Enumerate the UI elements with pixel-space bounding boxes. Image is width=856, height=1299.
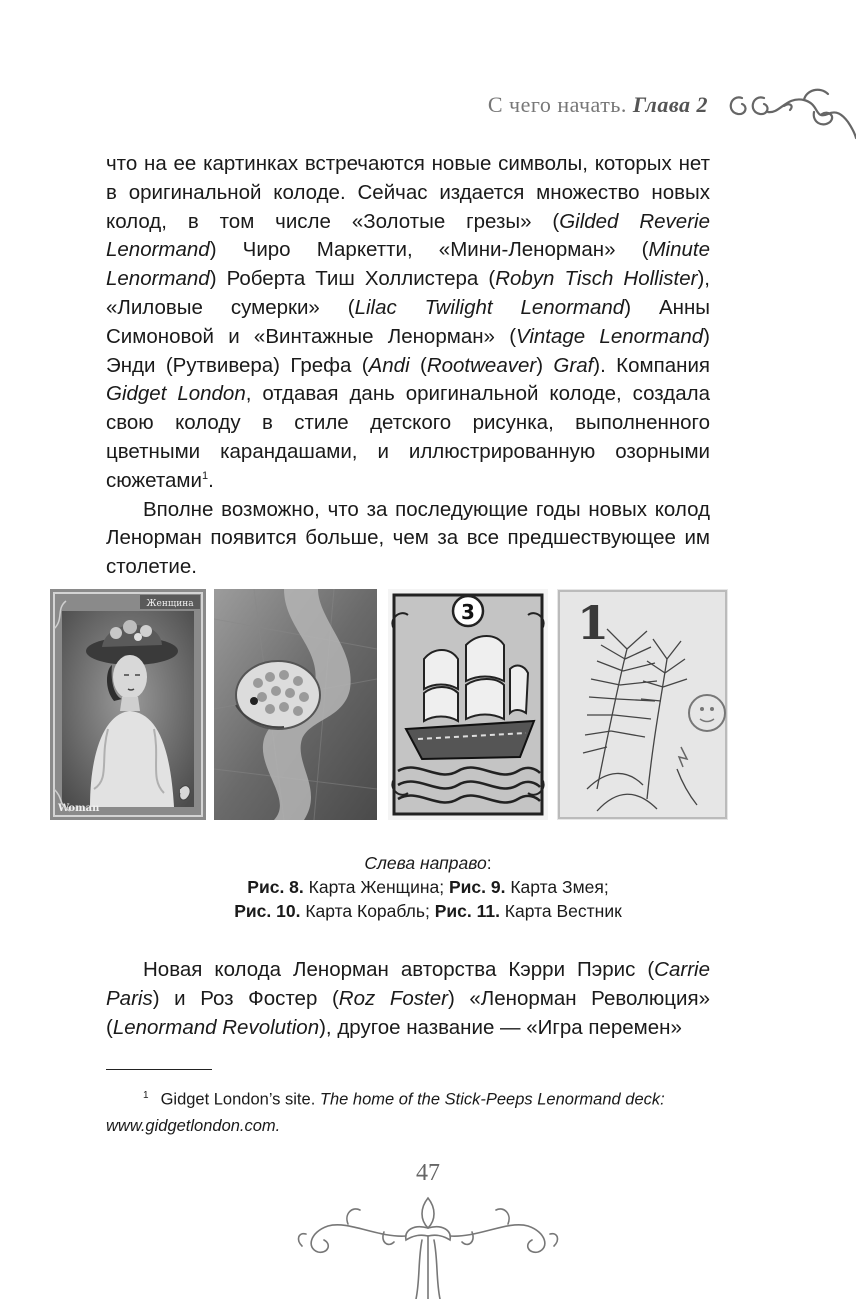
caption-fig8-ref: Рис. 8. [247,877,304,897]
body-text-bottom [106,956,710,1042]
card-woman-title: Женщина [146,599,194,609]
footnote [106,1083,710,1139]
running-header [488,92,708,118]
caption-fig9-ref: Рис. 9. [448,877,506,897]
paragraph-3-run: ), другое название — «Игра перемен» [319,1015,682,1039]
paragraph-1-run: Andi [368,353,410,377]
paragraph-1-run: ), «Лиловые сумерки» ( [106,267,710,319]
card-woman-label: Woman [58,803,100,814]
figure-caption [0,851,856,923]
caption-fig11-text: Карта Вестник [499,901,622,921]
paragraph-3-run: ) «Ленорман Революция» ( [106,986,710,1039]
footnote-number: 1 [143,1090,149,1101]
footnote-rule [106,1069,212,1070]
header-chapter: Глава 2 [632,92,708,117]
paragraph-1 [106,150,710,496]
paragraph-1-run: Vintage Lenormand [516,324,704,348]
paragraph-1-run: ) Чиро Маркетти, «Мини-Ленорман» ( [209,238,649,262]
paragraph-1-run: ) Роберта Тиш Холлистера ( [209,267,496,291]
caption-fig10-text: Карта Корабль; [300,901,435,921]
card-messenger-image [557,589,728,820]
caption-fig11-ref: Рис. 11. [434,901,500,921]
body-text-top [106,150,710,582]
footnote-italic: The home of the Stick-Peeps Lenormand deck: www.gidgetlondon.com. [106,1090,665,1135]
card-snake-image [214,589,377,820]
paragraph-2: Вполне возможно, что за последующие годы новых колод Ленорман появится больше, чем за все предшествующее им столетие. [106,497,710,579]
paragraph-3-run: Carrie Paris [106,958,710,1010]
caption-fig9-text: Карта Змея; [505,877,609,897]
paragraph-1-run: Robyn Tisch Hollister [495,267,698,291]
card-ship-image [388,589,548,820]
paragraph-1-run: Lilac Twilight Lenormand [354,295,625,319]
caption-colon: : [486,853,492,873]
header-ornament-icon [724,84,856,144]
paragraph-1-run: ). Компания [593,353,710,377]
paragraph-1-run: . [208,468,214,492]
paragraph-1-run: ( [409,353,427,377]
paragraph-3-run: ) и Роз Фостер ( [152,986,339,1010]
footnote-text: Gidget London’s site. [160,1090,320,1109]
paragraph-1-run: Rootweaver [426,353,537,377]
paragraph-1-run: ) Анны Симоновой и «Винтажные Ленорман» ( [106,295,711,348]
caption-intro: Слева направо [364,853,487,873]
paragraph-3-run: Roz Foster [338,986,448,1010]
page-number: 47 [416,1160,440,1186]
caption-fig10-ref: Рис. 10. [234,901,301,921]
paragraph-1-run: Minute Lenormand [106,238,710,291]
paragraph-3 [106,956,710,1042]
paragraph-1-run: ) Энди (Рутвивера) Грефа ( [106,324,710,377]
paragraph-1-run: Gilded Reverie Lenormand [106,209,710,262]
header-title: С чего начать. [487,92,627,117]
paragraph-1-run: Graf [553,353,594,377]
card-ship-number: 3 [461,600,475,624]
paragraph-1-run: что на ее картинках встречаются новые символы, которых нет в оригинальной колоде. Сейчас издается множество новых колод, в том числе «Золотые грезы» ( [106,152,710,233]
card-woman-image [50,589,206,820]
caption-fig8-text: Карта Женщина; [303,877,449,897]
paragraph-1-run: ) [536,353,554,377]
paragraph-3-run: Новая колода Ленорман авторства Кэрри Пэрис ( [143,958,655,981]
card-messenger-number: 1 [577,596,610,650]
figure-strip [50,589,728,820]
paragraph-1-run: 1 [201,469,209,482]
paragraph-1-run: , отдавая дань оригинальной колоде, создала свою колоду в стиле детского рисунка, выполненного цветными карандашами, и иллюстрированную озорными сюжетами [106,382,710,492]
bottom-ornament-icon [288,1190,568,1299]
paragraph-1-run: Gidget London [106,382,246,406]
paragraph-3-run: Lenormand Revolution [112,1015,320,1039]
